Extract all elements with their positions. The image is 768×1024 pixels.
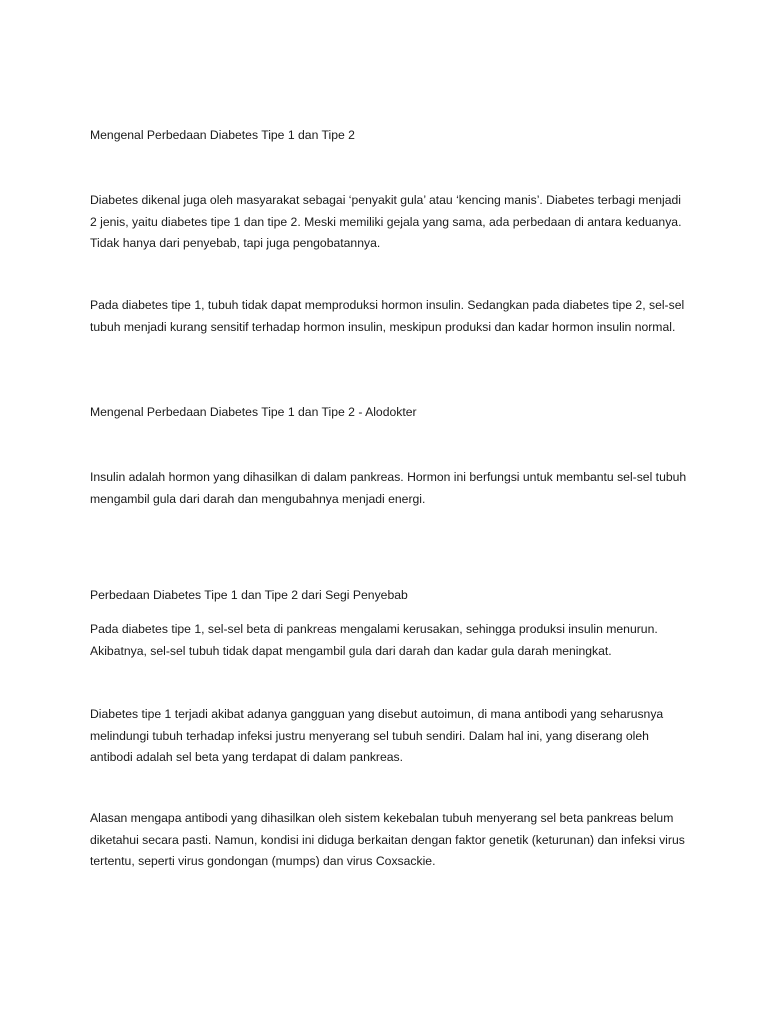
section-subheading: Perbedaan Diabetes Tipe 1 dan Tipe 2 dari Segi Penyebab: [90, 588, 408, 602]
paragraph-autoimmune: Diabetes tipe 1 terjadi akibat adanya gangguan yang disebut autoimun, di mana antibodi yang seharusnya melindungi tubuh terhadap infeksi justru menyerang sel tubuh sendiri. Dalam hal ini, yang diserang oleh antibodi adalah sel beta yang terdapat di dalam pankreas.: [90, 707, 664, 764]
paragraph-intro: Diabetes dikenal juga oleh masyarakat sebagai ‘penyakit gula’ atau ‘kencing manis’. Diabetes terbagi menjadi 2 jenis, yaitu diabetes tipe 1 dan tipe 2. Meski memiliki gejala yang sama, ada perbedaan di antara keduanya. Tidak hanya dari penyebab, tapi juga pengobatannya.: [90, 193, 682, 250]
paragraph-insulin-difference: Pada diabetes tipe 1, tubuh tidak dapat memproduksi hormon insulin. Sedangkan pada diabetes tipe 2, sel-sel tubuh menjadi kurang sensitif terhadap hormon insulin, meskipun produksi dan kadar hormon insulin normal.: [90, 298, 685, 334]
paragraph-insulin-definition: Insulin adalah hormon yang dihasilkan di dalam pankreas. Hormon ini berfungsi untuk membantu sel-sel tubuh mengambil gula dari darah dan mengubahnya menjadi energi.: [90, 470, 687, 506]
paragraph-type1-cause: Pada diabetes tipe 1, sel-sel beta di pankreas mengalami kerusakan, sehingga produksi insulin menurun. Akibatnya, sel-sel tubuh tidak dapat mengambil gula dari darah dan kadar gula darah meningkat.: [90, 622, 658, 658]
paragraph-antibody-reason: Alasan mengapa antibodi yang dihasilkan oleh sistem kekebalan tubuh menyerang sel beta pankreas belum diketahui secara pasti. Namun, kondisi ini diduga berkaitan dengan faktor genetik (keturunan) dan infeksi virus tertentu, seperti virus gondongan (mumps) dan virus Coxsackie.: [90, 811, 685, 868]
source-line: Mengenal Perbedaan Diabetes Tipe 1 dan Tipe 2 - Alodokter: [90, 405, 417, 419]
document-title: Mengenal Perbedaan Diabetes Tipe 1 dan Tipe 2: [90, 128, 355, 142]
